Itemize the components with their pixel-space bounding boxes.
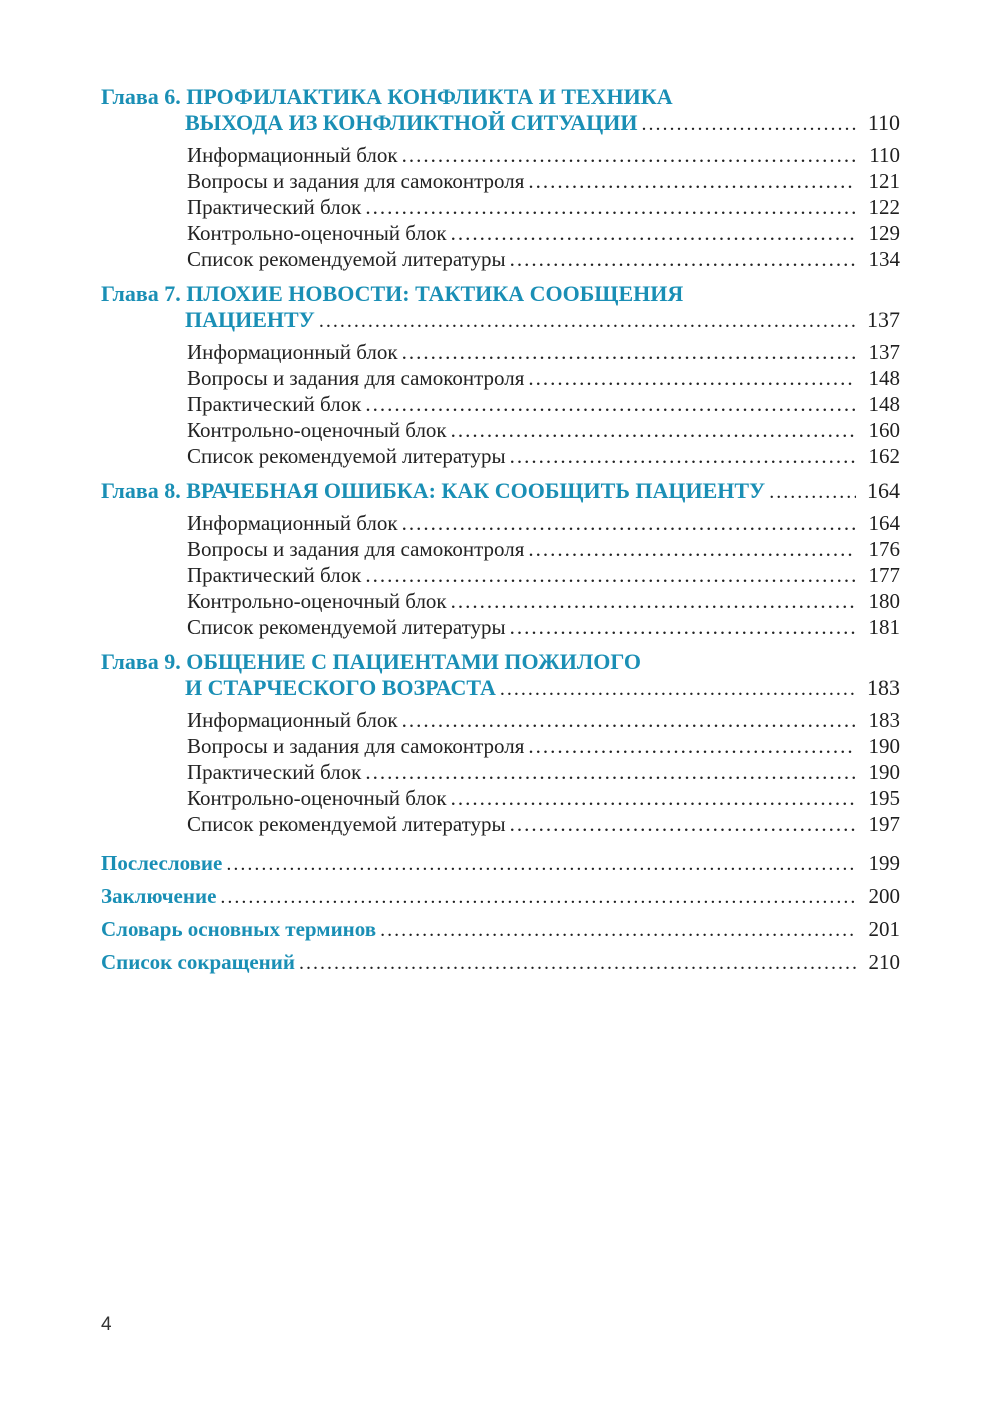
entry-label: Заключение (101, 884, 217, 908)
chapter-title: Глава 9. ОБЩЕНИЕ С ПАЦИЕНТАМИ ПОЖИЛОГО (101, 649, 641, 674)
entry-label: Список рекомендуемой литературы (187, 615, 506, 639)
toc-entry[interactable] (101, 588, 900, 614)
dot-leader (365, 759, 856, 785)
entry-label: Информационный блок (187, 511, 398, 535)
entry-label: Контрольно-оценочный блок (187, 418, 447, 442)
toc-entry[interactable] (101, 536, 900, 562)
entry-label: Информационный блок (187, 708, 398, 732)
chapter-title-row (101, 110, 900, 136)
chapter-title-cont: И СТАРЧЕСКОГО ВОЗРАСТА (185, 675, 496, 700)
chapter-6-heading[interactable] (101, 84, 900, 136)
entry-label: Практический блок (187, 563, 362, 587)
chapter-title: Глава 6. ПРОФИЛАКТИКА КОНФЛИКТА И ТЕХНИКА (101, 84, 673, 109)
toc-entry[interactable] (101, 443, 900, 469)
chapter-page: 137 (867, 307, 900, 332)
entry-page: 148 (868, 366, 900, 390)
dot-leader (510, 811, 856, 837)
entry-label: Список рекомендуемой литературы (187, 247, 506, 271)
entry-page: 121 (868, 169, 900, 193)
toc-entry[interactable] (101, 220, 900, 246)
chapter-7 (101, 281, 900, 469)
dot-leader (451, 785, 856, 811)
toc-entry[interactable] (101, 811, 900, 837)
entry-page: 137 (868, 340, 900, 364)
chapter-title-cont: ВЫХОДА ИЗ КОНФЛИКТНОЙ СИТУАЦИИ (185, 110, 638, 135)
entry-label: Контрольно-оценочный блок (187, 589, 447, 613)
toc-entry[interactable] (101, 707, 900, 733)
dot-leader (510, 443, 856, 469)
table-of-contents (101, 84, 900, 979)
entry-page: 181 (868, 615, 900, 639)
entry-page: 176 (868, 537, 900, 561)
toc-entry[interactable] (101, 510, 900, 536)
chapter-6 (101, 84, 900, 272)
dot-leader (451, 220, 856, 246)
entry-page: 190 (868, 734, 900, 758)
chapter-title-row (101, 478, 900, 504)
entry-page: 195 (868, 786, 900, 810)
page-number: 4 (101, 1314, 112, 1335)
toc-entry[interactable] (101, 417, 900, 443)
toc-entry-conclusion[interactable] (101, 880, 900, 913)
entry-page: 200 (868, 884, 900, 908)
entry-page: 110 (869, 143, 900, 167)
entry-page: 190 (868, 760, 900, 784)
chapter-title-row (101, 675, 900, 701)
entry-page: 162 (868, 444, 900, 468)
dot-leader (365, 562, 856, 588)
entry-page: 129 (868, 221, 900, 245)
entry-label: Практический блок (187, 392, 362, 416)
chapter-7-heading[interactable] (101, 281, 900, 333)
dot-leader (500, 676, 856, 702)
toc-entry[interactable] (101, 733, 900, 759)
chapter-9 (101, 649, 900, 837)
dot-leader (451, 417, 856, 443)
toc-entry-glossary[interactable] (101, 913, 900, 946)
dot-leader (220, 881, 856, 914)
chapter-title-row (101, 307, 900, 333)
entry-label: Информационный блок (187, 340, 398, 364)
dot-leader (365, 391, 856, 417)
entry-label: Послесловие (101, 851, 223, 875)
entry-page: 183 (868, 708, 900, 732)
chapter-page: 183 (867, 675, 900, 700)
entry-label: Список рекомендуемой литературы (187, 444, 506, 468)
toc-entry[interactable] (101, 614, 900, 640)
dot-leader (299, 947, 856, 980)
toc-entry[interactable] (101, 562, 900, 588)
toc-entry[interactable] (101, 339, 900, 365)
dot-leader (402, 707, 856, 733)
toc-entry[interactable] (101, 168, 900, 194)
chapter-8 (101, 478, 900, 640)
entry-label: Вопросы и задания для самоконтроля (187, 169, 525, 193)
entry-page: 180 (868, 589, 900, 613)
entry-page: 197 (868, 812, 900, 836)
dot-leader (319, 308, 856, 334)
entry-page: 160 (868, 418, 900, 442)
entry-page: 199 (868, 851, 900, 875)
entry-page: 201 (868, 917, 900, 941)
entry-page: 134 (868, 247, 900, 271)
entry-page: 122 (868, 195, 900, 219)
dot-leader (528, 536, 856, 562)
dot-leader (510, 246, 856, 272)
entry-label: Информационный блок (187, 143, 398, 167)
entry-label: Контрольно-оценочный блок (187, 221, 447, 245)
toc-entry[interactable] (101, 785, 900, 811)
chapter-title: Глава 8. ВРАЧЕБНАЯ ОШИБКА: КАК СООБЩИТЬ ПАЦИЕНТУ (101, 478, 766, 503)
toc-entry[interactable] (101, 142, 900, 168)
entry-label: Словарь основных терминов (101, 917, 377, 941)
dot-leader (451, 588, 856, 614)
entry-page: 177 (868, 563, 900, 587)
toc-entry[interactable] (101, 391, 900, 417)
dot-leader (402, 510, 856, 536)
dot-leader (528, 365, 856, 391)
entry-label: Контрольно-оценочный блок (187, 786, 447, 810)
dot-leader (365, 194, 856, 220)
entry-label: Вопросы и задания для самоконтроля (187, 537, 525, 561)
entry-page: 210 (868, 950, 900, 974)
dot-leader (226, 848, 856, 881)
toc-entry-abbreviations[interactable] (101, 946, 900, 979)
dot-leader (402, 142, 856, 168)
entry-label: Вопросы и задания для самоконтроля (187, 734, 525, 758)
dot-leader (528, 168, 856, 194)
entry-label: Практический блок (187, 760, 362, 784)
dot-leader (380, 914, 856, 947)
dot-leader (642, 111, 857, 137)
toc-entry[interactable] (101, 365, 900, 391)
chapter-8-heading[interactable] (101, 478, 900, 504)
dot-leader (769, 479, 856, 505)
toc-entry[interactable] (101, 246, 900, 272)
toc-entry[interactable] (101, 759, 900, 785)
chapter-page: 164 (867, 478, 900, 503)
entry-page: 164 (868, 511, 900, 535)
dot-leader (528, 733, 856, 759)
chapter-title-cont: ПАЦИЕНТУ (185, 307, 315, 332)
entry-label: Практический блок (187, 195, 362, 219)
chapter-9-heading[interactable] (101, 649, 900, 701)
dot-leader (510, 614, 856, 640)
chapter-page: 110 (867, 110, 900, 135)
toc-entry[interactable] (101, 194, 900, 220)
entry-label: Список рекомендуемой литературы (187, 812, 506, 836)
entry-page: 148 (868, 392, 900, 416)
dot-leader (402, 339, 856, 365)
toc-entry-afterword[interactable] (101, 847, 900, 880)
entry-label: Вопросы и задания для самоконтроля (187, 366, 525, 390)
entry-label: Список сокращений (101, 950, 295, 974)
chapter-title: Глава 7. ПЛОХИЕ НОВОСТИ: ТАКТИКА СООБЩЕНИЯ (101, 281, 684, 306)
